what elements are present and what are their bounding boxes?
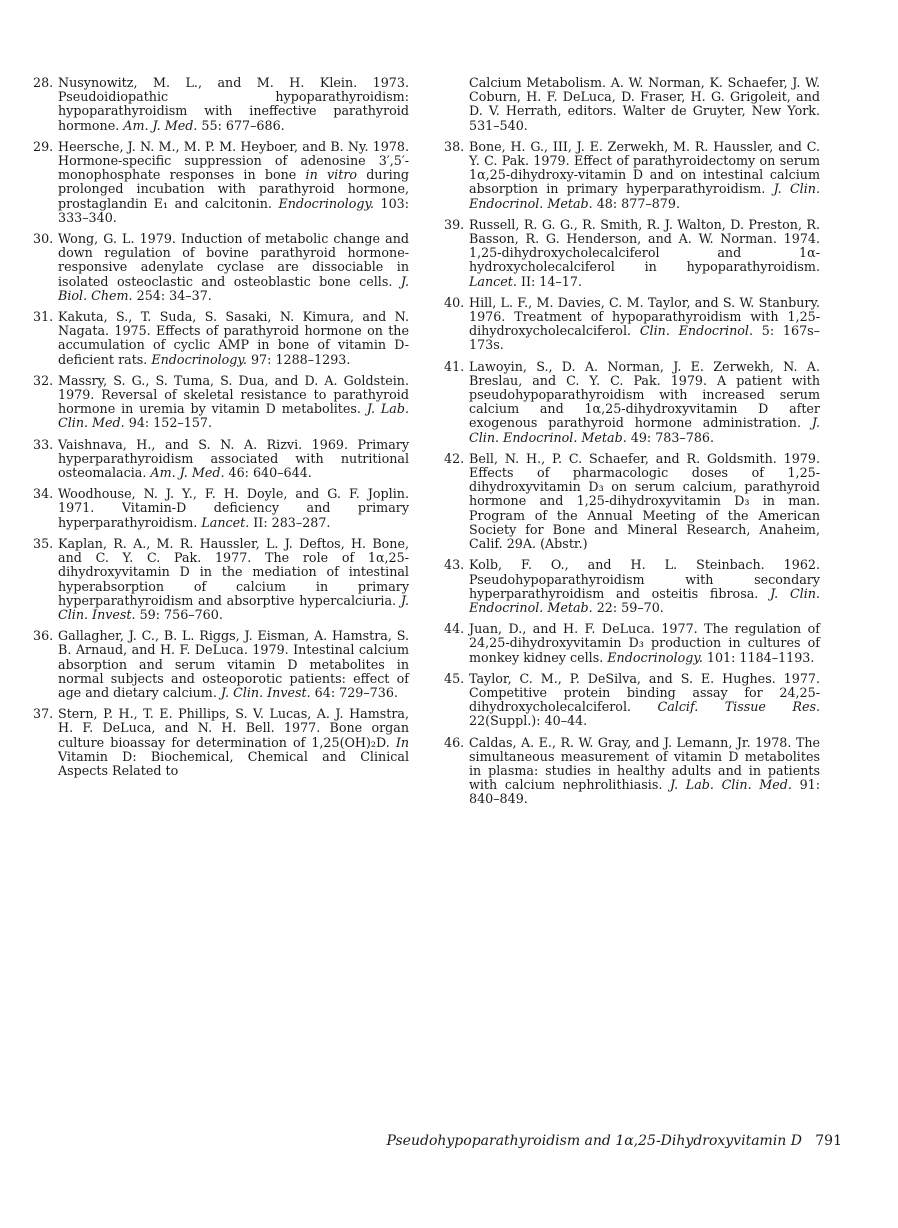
page-footer xyxy=(0,1133,898,1153)
reference-44: 44. Juan, D., and H. F. DeLuca. 1977. The regulation of 24,25-dihydroxyvitamin D₃ production in cultures of monkey kidney cells. Endocrinology. 101: 1184–1193. xyxy=(444,621,820,665)
reference-41: 41. Lawoyin, S., D. A. Norman, J. E. Zerwekh, N. A. Breslau, and C. Y. C. Pak. 1979. A patient with pseudohypoparathyroidism with increased serum calcium and 1α,25-dihydroxyvitamin D after exogenous parathyroid hormone administration. J. Clin. Endocrinol. Metab. 49: 783–786. xyxy=(444,358,820,445)
page-number: 791 xyxy=(815,1133,842,1149)
reference-42: 42. Bell, N. H., P. C. Schaefer, and R. Goldsmith. 1979. Effects of pharmacologic doses of 1,25-dihydroxyvitamin D₃ on serum calcium, parathyroid hormone and 1,25-dihydroxyvitamin D₃ in man. Program of the Annual Meeting of the American Society for Bone and Mineral Research, Anaheim, Calif. 29A. (Abstr.) xyxy=(444,450,820,552)
left-column xyxy=(33,76,409,785)
reference-29: 29. Heersche, J. N. M., M. P. M. Heyboer, and B. Ny. 1978. Hormone-specific suppression of adenosine 3′,5′-monophosphate responses in bone in vitro during prolonged incubation with parathyroid hormone, prostaglandin E₁ and calcitonin. Endocrinology. 103: 333–340. xyxy=(33,138,409,225)
reference-32: 32. Massry, S. G., S. Tuma, S. Dua, and D. A. Goldstein. 1979. Reversal of skeletal resistance to parathyroid hormone in uremia by vitamin D metabolites. J. Lab. Clin. Med. 94: 152–157. xyxy=(33,372,409,431)
running-title: Pseudohypoparathyroidism and 1α,25-Dihydroxyvitamin D xyxy=(386,1133,802,1149)
reference-37: 37. Stern, P. H., T. E. Phillips, S. V. Lucas, A. J. Hamstra, H. F. DeLuca, and N. H. Bell. 1977. Bone organ culture bioassay for determination of 1,25(OH)₂D. In Vitamin D: Biochemical, Chemical and Clinical Aspects Related to xyxy=(33,706,409,778)
reference-46: 46. Caldas, A. E., R. W. Gray, and J. Lemann, Jr. 1978. The simultaneous measurement of vitamin D metabolites in plasma: studies in healthy adults and in patients with calcium nephrolithiasis. J. Lab. Clin. Med. 91: 840–849. xyxy=(444,734,821,807)
reference-43: 43. Kolb, F. O., and H. L. Steinbach. 1962. Pseudohypoparathyroidism with secondary hyperparathyroidism and osteitis fibrosa. J. Clin. Endocrinol. Metab. 22: 59–70. xyxy=(444,557,820,615)
reference-28: 28. Nusynowitz, M. L., and M. H. Klein. 1973. Pseudoidiopathic hypoparathyroidism: hypoparathyroidism with ineffective parathyroid hormone. Am. J. Med. 55: 677–686. xyxy=(33,75,409,133)
reference-31: 31. Kakuta, S., T. Suda, S. Sasaki, N. Kimura, and N. Nagata. 1975. Effects of parathyroid hormone on the accumulation of cyclic AMP in bone of vitamin D-deficient rats. Endocrinology. 97: 1288–1293. xyxy=(33,309,409,367)
reference-37-continuation: Calcium Metabolism. A. W. Norman, K. Schaefer, J. W. Coburn, H. F. DeLuca, D. Fraser, H. G. Grigoleit, and D. V. Herrath, editors. Walter de Gruyter, New York. 531–540. xyxy=(469,75,820,133)
reference-34: 34. Woodhouse, N. J. Y., F. H. Doyle, and G. F. Joplin. 1971. Vitamin-D deficiency and primary hyperparathyroidism. Lancet. II: 283–287. xyxy=(33,486,409,530)
reference-33: 33. Vaishnava, H., and S. N. A. Rizvi. 1969. Primary hyperparathyroidism associated with nutritional osteomalacia. Am. J. Med. 46: 640–644. xyxy=(33,436,409,481)
reference-36: 36. Gallagher, J. C., B. L. Riggs, J. Eisman, A. Hamstra, S. B. Arnaud, and H. F. DeLuca. 1979. Intestinal calcium absorption and serum vitamin D metabolites in normal subjects and osteoporotic patients: effect of age and dietary calcium. J. Clin. Invest. 64: 729–736. xyxy=(33,628,409,700)
reference-40: 40. Hill, L. F., M. Davies, C. M. Taylor, and S. W. Stanbury. 1976. Treatment of hypoparathyroidism with 1,25-dihydroxycholecalciferol. Clin. Endocrinol. 5: 167s–173s. xyxy=(444,294,821,353)
reference-38: 38. Bone, H. G., III, J. E. Zerwekh, M. R. Haussler, and C. Y. C. Pak. 1979. Effect of parathyroidectomy on serum 1α,25-dihydroxy-vitamin D and on intestinal calcium absorption in primary hyperparathyroidism. J. Clin. Endocrinol. Metab. 48: 877–879. xyxy=(444,138,820,211)
reference-39: 39. Russell, R. G. G., R. Smith, R. J. Walton, D. Preston, R. Basson, R. G. Henderson, and A. W. Norman. 1974. 1,25-dihydroxycholecalciferol and 1α-hydroxycholecalciferol in hypoparathyroidism. Lancet. II: 14–17. xyxy=(444,216,820,289)
reference-35: 35. Kaplan, R. A., M. R. Haussler, L. J. Deftos, H. Bone, and C. Y. C. Pak. 1977. The role of 1α,25-dihydroxyvitamin D in the mediation of intestinal hyperabsorption of calcium in primary hyperparathyroidism and absorptive hypercalciuria. J. Clin. Invest. 59: 756–760. xyxy=(33,535,409,622)
right-column xyxy=(444,76,820,814)
reference-45: 45. Taylor, C. M., P. DeSilva, and S. E. Hughes. 1977. Competitive protein binding assay for 24,25-dihydroxycholecalciferol. Calcif. Tissue Res. 22(Suppl.): 40–44. xyxy=(444,670,820,729)
reference-30: 30. Wong, G. L. 1979. Induction of metabolic change and down regulation of bovine parathyroid hormone-responsive adenylate cyclase are dissociable in isolated osteoclastic and osteoblastic bone cells. J. Biol. Chem. 254: 34–37. xyxy=(33,231,409,303)
